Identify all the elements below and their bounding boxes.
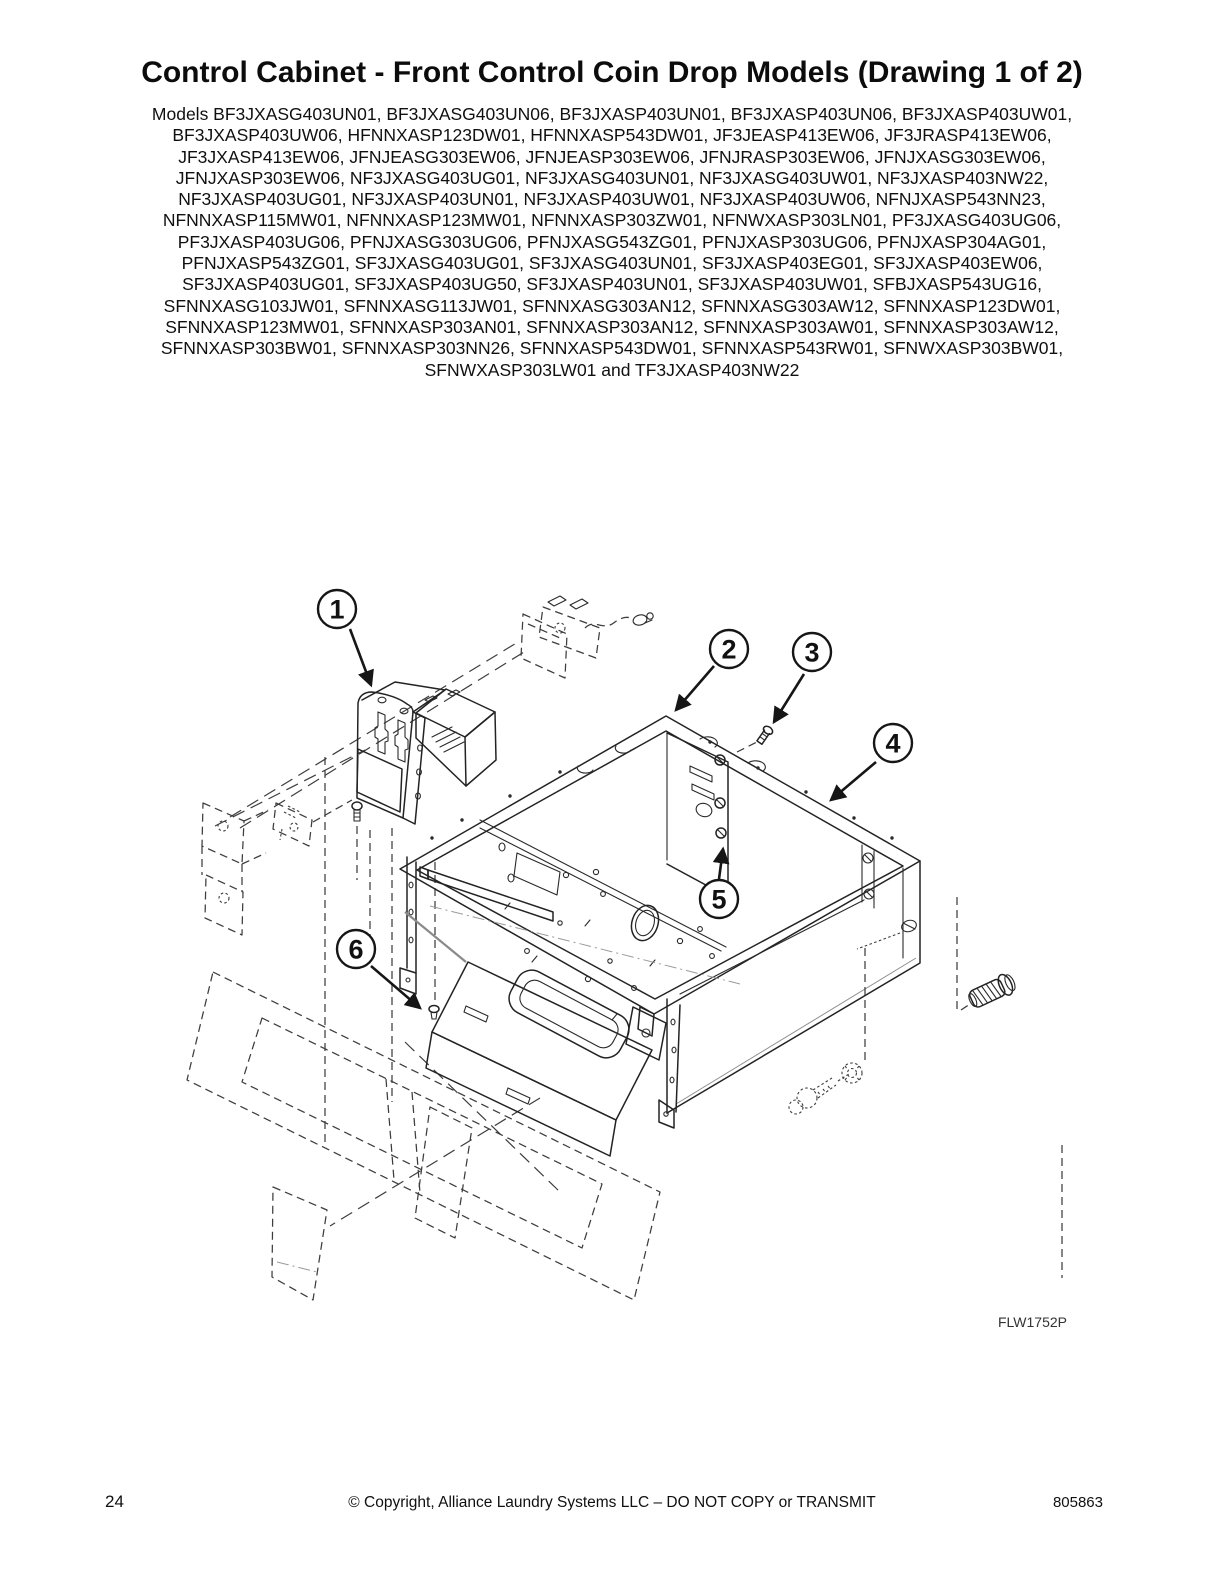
model-list-line: SFNNXASP303BW01, SFNNXASP303NN26, SFNNXASP543DW01, SFNNXASP543RW01, SFNWXASP303BW01,: [160, 338, 1064, 359]
callout-3-number: 3: [804, 637, 820, 668]
exploded-diagram-svg: [0, 555, 1224, 1355]
vault-handle-slot: [503, 965, 634, 1064]
model-list: [0, 104, 1224, 381]
model-list-line: JF3JXASP413EW06, JFNJEASG303EW06, JFNJEASP303EW06, JFNJRASP303EW06, JFNJXASG303EW06,: [178, 146, 1046, 167]
callout-5-number: 5: [711, 884, 727, 915]
callout-5-arrow: [719, 849, 723, 879]
model-list-line: PF3JXASP403UG06, PFNJXASG303UG06, PFNJXASG543ZG01, PFNJXASP303UG06, PFNJXASP304AG01,: [177, 231, 1047, 252]
model-list-line: PFNJXASP543ZG01, SF3JXASG403UG01, SF3JXASG403UN01, SF3JXASP403EG01, SF3JXASP403EW06,: [181, 253, 1043, 274]
model-list-line: Models BF3JXASG403UN01, BF3JXASG403UN06, BF3JXASP403UN01, BF3JXASP403UN06, BF3JXASP403UW01,: [151, 104, 1073, 124]
document-number: 805863: [1052, 1494, 1103, 1511]
ghost-coin-switch: [521, 596, 653, 678]
page-footer: [0, 1492, 1224, 1522]
callout-5: [700, 880, 738, 918]
page-title: Control Cabinet - Front Control Coin Drop Models (Drawing 1 of 2): [141, 56, 1083, 89]
screw-6-icon: [429, 1006, 439, 1020]
divider-screws: [715, 755, 726, 838]
model-list-line: JFNJXASP303EW06, NF3JXASG403UG01, NF3JXASG403UN01, NF3JXASG403UW01, NF3JXASP403NW22,: [175, 167, 1049, 188]
figure-code: FLW1752P: [998, 1314, 1067, 1330]
interior-oval-hole: [627, 902, 663, 944]
page-number: 24: [105, 1492, 124, 1511]
callout-6: [337, 930, 375, 968]
callout-3-arrow: [774, 674, 804, 722]
bracket-screw-icon: [352, 802, 362, 821]
panel-screw-icon: [863, 853, 874, 899]
model-list-line: SFNNXASP123MW01, SFNNXASP303AN01, SFNNXASP303AN12, SFNNXASP303AW01, SFNNXASP303AW12,: [165, 316, 1059, 337]
coin-vault-tray: [405, 912, 666, 1156]
control-box: [416, 689, 496, 786]
exploded-view-figure: [0, 555, 1224, 1355]
callout-3: [793, 633, 831, 671]
model-list-line: SFNWXASP303LW01 and TF3JXASP403NW22: [424, 359, 800, 380]
model-list-line: SFNNXASG103JW01, SFNNXASG113JW01, SFNNXASG303AN12, SFNNXASG303AW12, SFNNXASP123DW01,: [163, 295, 1061, 316]
model-list-line: NF3JXASP403UG01, NF3JXASP403UN01, NF3JXASP403UW01, NF3JXASP403UW06, NFNJXASP543NN23,: [178, 189, 1046, 210]
callout-1-arrow: [350, 629, 371, 685]
model-list-line: NFNNXASP115MW01, NFNNXASP123MW01, NFNNXASP303ZW01, NFNWXASP303LN01, PF3JXASG403UG06,: [162, 210, 1062, 231]
callout-2-number: 2: [721, 634, 737, 665]
washer-screw-set: [789, 1063, 862, 1114]
ghost-mount-plates: [202, 803, 268, 935]
callout-6-number: 6: [348, 934, 364, 965]
cabinet-interior: [420, 733, 874, 1020]
copyright-text: © Copyright, Alliance Laundry Systems LLC – DO NOT COPY or TRANSMIT: [348, 1494, 876, 1511]
ghost-lock-switch: [273, 803, 312, 846]
bolt-icon: [965, 971, 1018, 1011]
model-list-line: BF3JXASP403UW06, HFNNXASP123DW01, HFNNXASP543DW01, JF3JEASP413EW06, JF3JRASP413EW06,: [172, 125, 1052, 146]
ghost-front-panel-frame: [187, 972, 660, 1300]
ghost-small-panel: [272, 1187, 327, 1300]
screw-3-icon: [755, 725, 774, 746]
callout-2-arrow: [676, 666, 714, 710]
callout-1-number: 1: [329, 594, 345, 625]
callout-1: [318, 590, 356, 628]
callout-4-number: 4: [885, 728, 901, 759]
cabinet-body: [400, 716, 920, 1128]
callout-4-arrow: [831, 762, 876, 800]
mounting-bracket-assembly: [352, 682, 496, 824]
callout-2: [710, 630, 748, 668]
wire-connector-icon: [632, 613, 653, 627]
model-list-line: SF3JXASP403UG01, SF3JXASP403UG50, SF3JXASP403UN01, SF3JXASP403UW01, SFBJXASP543UG16,: [182, 274, 1042, 295]
right-fasteners: [789, 897, 1062, 1278]
callout-4: [874, 724, 912, 762]
